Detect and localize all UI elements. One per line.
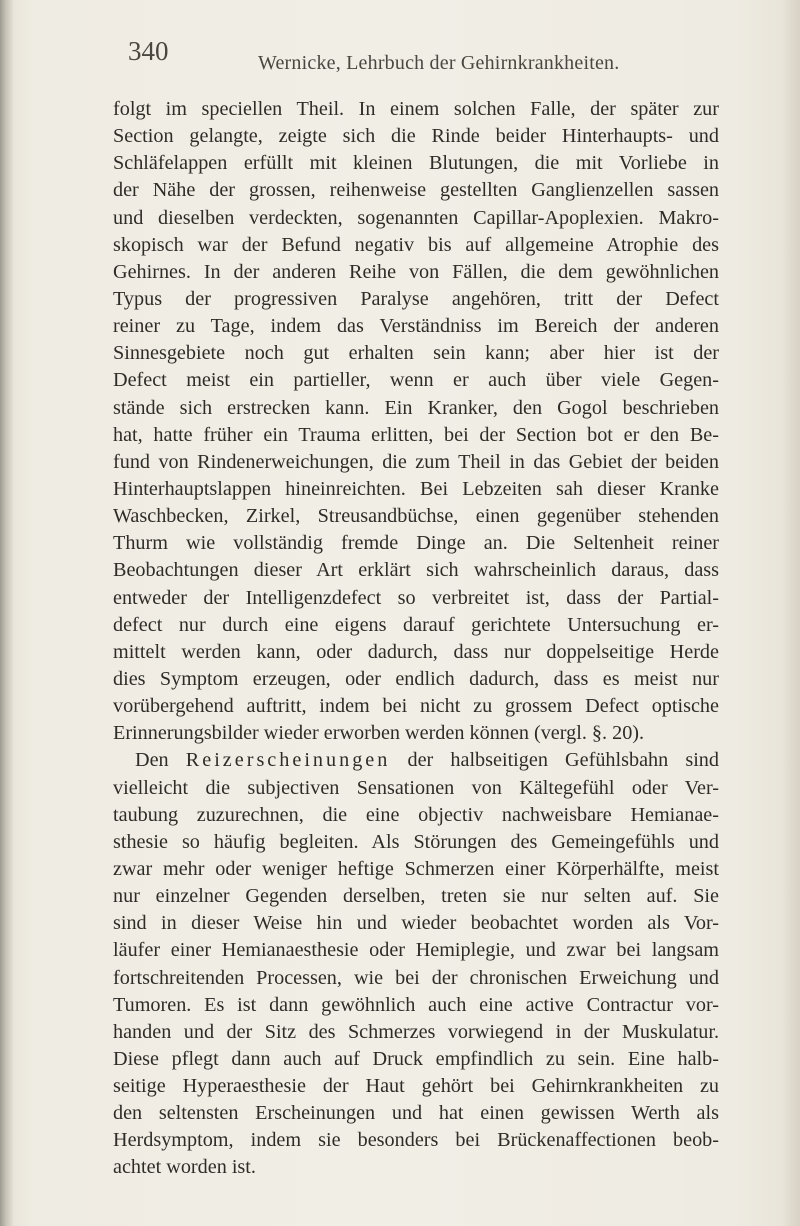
text-line: Waschbecken, Zirkel, Streusandbüchse, einen gegenüber stehenden (113, 505, 719, 528)
text-line: den seltensten Erscheinungen und hat einen gewissen Werth als (113, 1102, 719, 1125)
text-line: Defect meist ein partieller, wenn er auch über viele Gegen- (113, 369, 719, 392)
text-line-first (113, 747, 719, 774)
text-line: folgt im speciellen Theil. In einem solchen Falle, der später zur (113, 98, 719, 120)
emphasized-term: Reizerscheinungen (185, 749, 391, 772)
text-line: der Nähe der grossen, reihenweise gestellten Ganglienzellen sassen (113, 179, 719, 202)
text-line: reiner zu Tage, indem das Verständniss im Bereich der anderen (113, 315, 719, 338)
text-line: stände sich erstrecken kann. Ein Kranker, den Gogol beschrieben (113, 396, 719, 419)
text-line: und dieselben verdeckten, sogenannten Capillar-Apoplexien. Makro- (113, 206, 719, 229)
page-header (0, 36, 800, 76)
running-title: Wernicke, Lehrbuch der Gehirnkrankheiten. (258, 52, 620, 74)
page-number: 340 (128, 36, 169, 66)
text-line: dies Symptom erzeugen, oder endlich dadurch, dass es meist nur (113, 667, 719, 690)
text-line: achtet worden ist. (113, 1156, 256, 1179)
text-line: sthesie so häufig begleiten. Als Störungen des Gemeingefühls und (113, 830, 719, 853)
text-line: Erinnerungsbilder wieder erworben werden können (vergl. §. 20). (113, 722, 645, 745)
text-line: taubung zuzurechnen, die eine objectiv nachweisbare Hemianae- (113, 803, 719, 826)
text-line: Section gelangte, zeigte sich die Rinde beider Hinterhaupts- und (113, 125, 719, 148)
text-line: Schläfelappen erfüllt mit kleinen Blutungen, die mit Vorliebe in (113, 152, 719, 175)
text-line: Tumoren. Es ist dann gewöhnlich auch eine active Contractur vor- (113, 993, 719, 1016)
text-line: entweder der Intelligenzdefect so verbreitet ist, dass der Partial- (113, 586, 719, 609)
text-line: defect nur durch eine eigens darauf gerichtete Untersuchung er- (113, 613, 719, 636)
text-line: mittelt werden kann, oder dadurch, dass nur doppelseitige Herde (113, 640, 719, 663)
page-edge-shadow (782, 0, 800, 1226)
text-run: der halbseitigen Gefühlsbahn sind (407, 749, 719, 772)
binding-shadow (0, 0, 14, 1226)
text-line: skopisch war der Befund negativ bis auf allgemeine Atrophie des (113, 233, 719, 256)
text-line: Beobachtungen dieser Art erklärt sich wahrscheinlich daraus, dass (113, 559, 719, 582)
text-line: Hinterhauptslappen hineinreichten. Bei Lebzeiten sah dieser Kranke (113, 477, 719, 500)
paragraph-1 (113, 96, 719, 747)
text-line: fund von Rindenerweichungen, die zum Theil in das Gebiet der beiden (113, 450, 719, 473)
text-line: Typus der progressiven Paralyse angehören, tritt der Defect (113, 287, 719, 310)
text-line: Sinnesgebiete noch gut erhalten sein kann; aber hier ist der (113, 342, 719, 365)
text-line: hat, hatte früher ein Trauma erlitten, bei der Section bot er den Be- (113, 423, 719, 446)
text-line: sind in dieser Weise hin und wieder beobachtet worden als Vor- (113, 912, 719, 935)
text-line: vielleicht die subjectiven Sensationen von Kältegefühl oder Ver- (113, 776, 719, 799)
body-text (113, 96, 719, 1182)
text-line: nur einzelner Gegenden derselben, treten sie nur selten auf. Sie (113, 885, 719, 908)
text-line: fortschreitenden Processen, wie bei der chronischen Erweichung und (113, 966, 719, 989)
text-line: läufer einer Hemianaesthesie oder Hemiplegie, und zwar bei langsam (113, 939, 719, 962)
text-line: vorübergehend auftritt, indem bei nicht zu grossem Defect optische (113, 695, 719, 718)
text-line: seitige Hyperaesthesie der Haut gehört bei Gehirnkrankheiten zu (113, 1075, 719, 1098)
text-line: Herdsymptom, indem sie besonders bei Brückenaffectionen beob- (113, 1129, 719, 1152)
text-line: Gehirnes. In der anderen Reihe von Fällen, die dem gewöhnlichen (113, 260, 719, 283)
text-line: Diese pflegt dann auch auf Druck empfindlich zu sein. Eine halb- (113, 1047, 719, 1070)
text-line: handen und der Sitz des Schmerzes vorwiegend in der Muskulatur. (113, 1020, 719, 1043)
paragraph-2 (113, 747, 719, 1181)
text-line: Thurm wie vollständig fremde Dinge an. Die Seltenheit reiner (113, 532, 719, 555)
text-line: zwar mehr oder weniger heftige Schmerzen einer Körperhälfte, meist (113, 857, 719, 880)
text-run: Den (135, 749, 169, 772)
